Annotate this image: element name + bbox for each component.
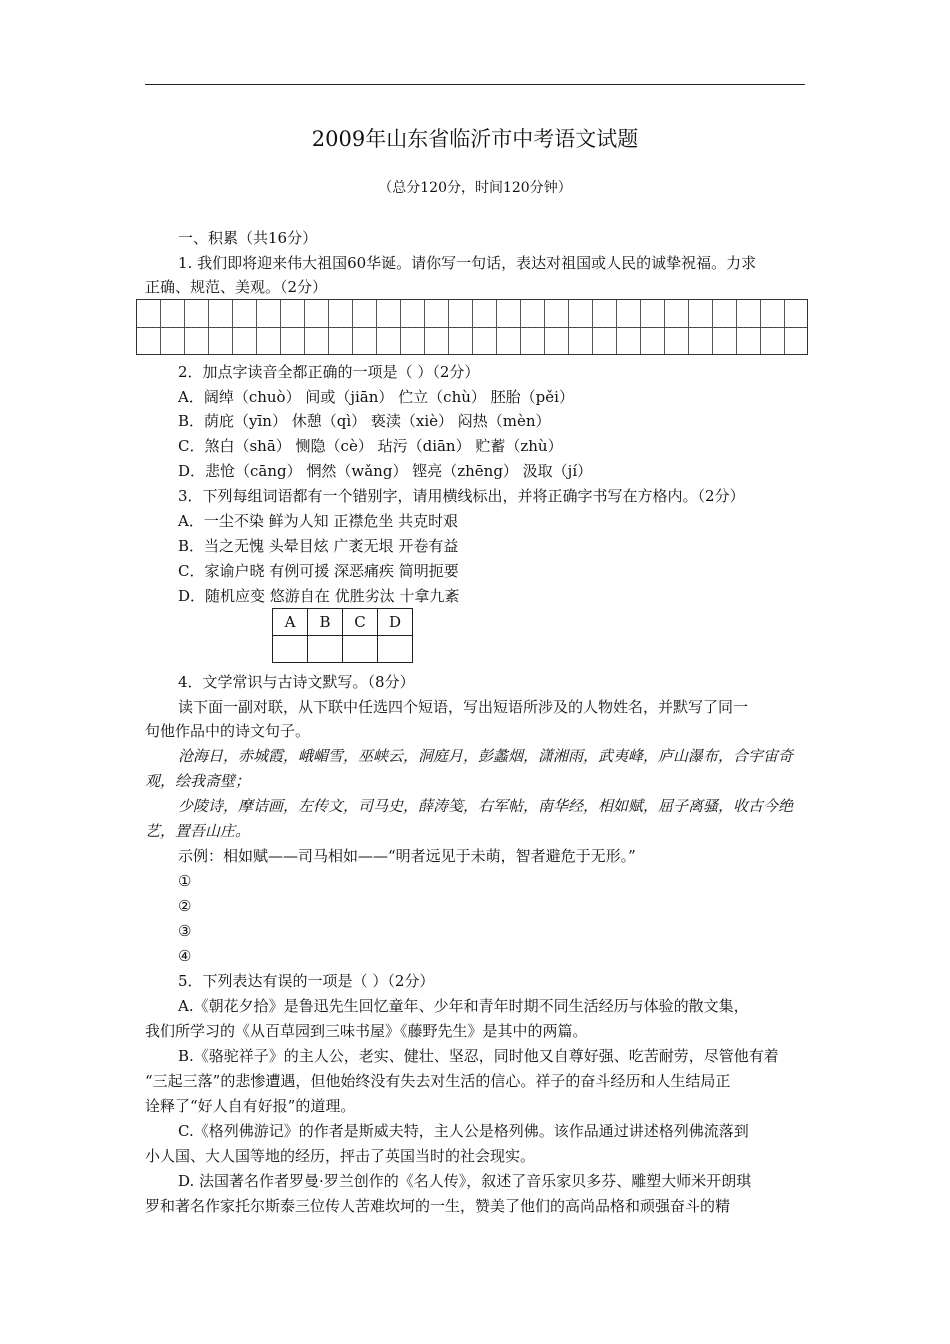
- q3-option-d: D．随机应变 悠游自在 优胜劣汰 十拿九紊: [178, 587, 460, 605]
- q4-blank-1[interactable]: ①: [178, 872, 192, 890]
- q5-option-a-line2: 我们所学习的《从百草园到三味书屋》《藤野先生》是其中的两篇。: [145, 1022, 588, 1040]
- q5-stem: 5．下列表达有误的一项是（ ）（2分）: [178, 972, 435, 990]
- answer-cell-a[interactable]: [273, 636, 308, 663]
- q3-option-a: A．一尘不染 鲜为人知 正襟危坐 共克时艰: [178, 512, 459, 530]
- q4-blank-2[interactable]: ②: [178, 897, 192, 915]
- q2-option-c: C．煞白（shā） 恻隐（cè） 玷污（diān） 贮蓄（zhù）: [178, 437, 563, 455]
- page-title: 2009年山东省临沂市中考语文试题: [311, 127, 639, 151]
- section-heading: 一、积累（共16分）: [178, 229, 318, 247]
- q5-option-b-line1: B.《骆驼祥子》的主人公，老实、健壮、坚忍，同时他又自尊好强、吃苦耐劳，尽管他有着: [178, 1047, 779, 1065]
- q1-line1: 1. 我们即将迎来伟大祖国60华诞。请你写一句话，表达对祖国或人民的诚挚祝福。力求: [178, 254, 757, 272]
- q5-option-c-line2: 小人国、大人国等地的经历，抨击了英国当时的社会现实。: [145, 1147, 536, 1165]
- couplet-lower-line2: 艺，置吾山庄。: [145, 822, 251, 840]
- header-rule: [145, 84, 805, 85]
- q3-option-b: B．当之无愧 头晕目炫 广袤无垠 开卷有益: [178, 537, 459, 555]
- q4-stem: 4．文学常识与古诗文默写。（8分）: [178, 673, 415, 691]
- q4-example: 示例：相如赋——司马相如——“明者远见于未萌，智者避危于无形。”: [178, 847, 636, 865]
- answer-cell-b[interactable]: [308, 636, 343, 663]
- q5-option-c-line1: C.《格列佛游记》的作者是斯威夫特，主人公是格列佛。该作品通过讲述格列佛流落到: [178, 1122, 749, 1140]
- q2-stem: 2．加点字读音全都正确的一项是（ ）（2分）: [178, 363, 480, 381]
- q5-option-b-line2: “三起三落”的悲惨遭遇，但他始终没有失去对生活的信心。祥子的奋斗经历和人生结局正: [145, 1072, 731, 1090]
- q5-option-b-line3: 诠释了“好人自有好报”的道理。: [145, 1097, 356, 1115]
- q4-blank-3[interactable]: ③: [178, 922, 192, 940]
- answer-header-d: D: [378, 609, 413, 636]
- q3-option-c: C．家谕户晓 有例可援 深恶痛疾 简明扼要: [178, 562, 459, 580]
- answer-header-c: C: [343, 609, 378, 636]
- q4-blank-4[interactable]: ④: [178, 947, 192, 965]
- q5-option-d-line1: D. 法国著名作者罗曼·罗兰创作的《名人传》，叙述了音乐家贝多芬、雕塑大师米开朗琪: [178, 1172, 752, 1190]
- answer-cell-c[interactable]: [343, 636, 378, 663]
- q3-stem: 3．下列每组词语都有一个错别字，请用横线标出，并将正确字书写在方格内。（2分）: [178, 487, 745, 505]
- q2-option-b: B．荫庇（yīn） 休憩（qì） 亵渎（xiè） 闷热（mèn）: [178, 412, 551, 430]
- q5-option-a-line1: A.《朝花夕拾》是鲁迅先生回忆童年、少年和青年时期不同生活经历与体验的散文集，: [178, 997, 749, 1015]
- answer-header-b: B: [308, 609, 343, 636]
- couplet-lower-line1: 少陵诗，摩诘画，左传文，司马史，薛涛笺，右军帖，南华经，相如赋，屈子离骚，收古今绝: [178, 797, 794, 815]
- q2-option-a: A．阔绰（chuò） 间或（jiān） 伫立（chù） 胚胎（pěi）: [178, 388, 574, 406]
- answer-cell-d[interactable]: [378, 636, 413, 663]
- q5-option-d-line2: 罗和著名作家托尔斯泰三位传人苦难坎坷的一生，赞美了他们的高尚品格和顽强奋斗的精: [145, 1197, 731, 1215]
- q4-intro-line1: 读下面一副对联，从下联中任选四个短语，写出短语所涉及的人物姓名，并默写了同一: [178, 698, 749, 716]
- q1-line2: 正确、规范、美观。（2分）: [145, 278, 328, 296]
- couplet-upper-line2: 观，绘我斋壁；: [145, 772, 251, 790]
- writing-grid[interactable]: [136, 299, 808, 355]
- q4-intro-line2: 句他作品中的诗文句子。: [145, 722, 311, 740]
- q3-answer-table: [272, 608, 413, 663]
- q2-option-d: D．悲怆（cāng） 惘然（wǎng） 铿亮（zhēng） 汲取（jí）: [178, 462, 593, 480]
- answer-header-a: A: [273, 609, 308, 636]
- page-subtitle: （总分120分，时间120分钟）: [378, 180, 572, 196]
- couplet-upper-line1: 沧海日，赤城霞，峨嵋雪，巫峡云，洞庭月，彭蠡烟，潇湘雨，武夷峰，庐山瀑布，合宇宙奇: [178, 747, 794, 765]
